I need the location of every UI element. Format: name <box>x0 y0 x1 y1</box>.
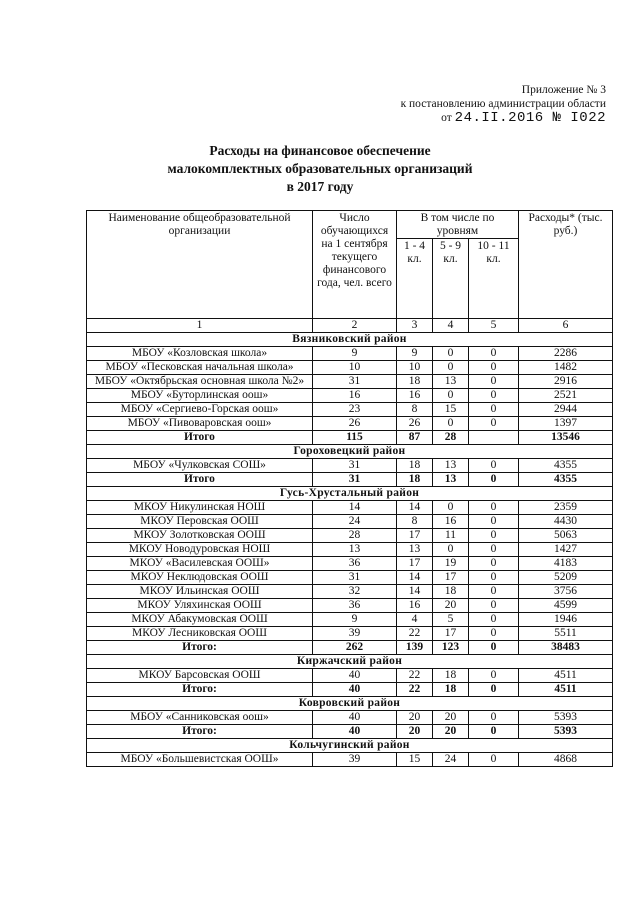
table-cell: 9 <box>313 613 397 627</box>
table-cell: 24 <box>433 753 469 767</box>
table-cell: 18 <box>433 585 469 599</box>
table-cell: 4511 <box>519 669 613 683</box>
district-row <box>87 697 613 711</box>
district-name: Вязниковский район <box>87 333 613 347</box>
table-cell: 0 <box>433 417 469 431</box>
table-cell: 16 <box>397 389 433 403</box>
total-cell: 0 <box>469 641 519 655</box>
table-cell: 14 <box>397 501 433 515</box>
school-name: МБОУ «Сергиево-Горская оош» <box>87 403 313 417</box>
appendix-date-stamp: 24.II.2016 № I022 <box>454 110 606 126</box>
table-cell: 0 <box>433 361 469 375</box>
total-cell <box>469 431 519 445</box>
table-cell: 2286 <box>519 347 613 361</box>
total-cell: 5393 <box>519 725 613 739</box>
table-cell: 18 <box>397 459 433 473</box>
total-cell: 38483 <box>519 641 613 655</box>
table-cell: 5 <box>433 613 469 627</box>
table-row <box>87 459 613 473</box>
table-cell: 10 <box>313 361 397 375</box>
school-name: МКОУ «Василевская ООШ» <box>87 557 313 571</box>
appendix-decree: к постановлению администрации области <box>400 98 606 110</box>
school-name: МБОУ «Большевистская ООШ» <box>87 753 313 767</box>
table-row <box>87 347 613 361</box>
district-row <box>87 333 613 347</box>
table-cell: 17 <box>397 557 433 571</box>
table-cell: 4355 <box>519 459 613 473</box>
total-cell: 28 <box>433 431 469 445</box>
district-name: Киржачский район <box>87 655 613 669</box>
table-cell: 4599 <box>519 599 613 613</box>
table-cell: 2916 <box>519 375 613 389</box>
column-number: 5 <box>469 319 519 333</box>
header-expense: Расходы* (тыс. руб.) <box>519 211 613 319</box>
table-cell: 0 <box>433 389 469 403</box>
table-cell: 0 <box>433 347 469 361</box>
total-cell: 262 <box>313 641 397 655</box>
title-line-1: Расходы на финансовое обеспечение <box>209 143 431 158</box>
table-cell: 24 <box>313 515 397 529</box>
table-cell: 0 <box>469 543 519 557</box>
school-name: МКОУ Барсовская ООШ <box>87 669 313 683</box>
total-row <box>87 473 613 487</box>
document-title <box>0 142 640 196</box>
total-cell: 18 <box>433 683 469 697</box>
table-row <box>87 375 613 389</box>
appendix-date-line <box>401 111 606 125</box>
table-cell: 1946 <box>519 613 613 627</box>
total-row <box>87 431 613 445</box>
district-name: Ковровский район <box>87 697 613 711</box>
column-number: 6 <box>519 319 613 333</box>
total-cell: 31 <box>313 473 397 487</box>
table-row <box>87 515 613 529</box>
school-name: МКОУ Неклюдовская ООШ <box>87 571 313 585</box>
school-name: МБОУ «Пивоваровская оош» <box>87 417 313 431</box>
district-row <box>87 739 613 753</box>
header-count: Число обучающихся на 1 сентября текущего финансового года, чел. всего <box>313 211 397 319</box>
table-cell: 0 <box>433 543 469 557</box>
table-cell: 17 <box>433 571 469 585</box>
total-label: Итого <box>87 431 313 445</box>
district-name: Кольчугинский район <box>87 739 613 753</box>
table-cell: 8 <box>397 403 433 417</box>
table-cell: 5209 <box>519 571 613 585</box>
table-row <box>87 669 613 683</box>
table-cell: 0 <box>433 501 469 515</box>
table-cell: 22 <box>397 627 433 641</box>
table-cell: 2359 <box>519 501 613 515</box>
table-cell: 0 <box>469 557 519 571</box>
table-cell: 26 <box>313 417 397 431</box>
table-cell: 0 <box>469 501 519 515</box>
table-cell: 0 <box>469 459 519 473</box>
table-row <box>87 613 613 627</box>
table-cell: 19 <box>433 557 469 571</box>
table-cell: 9 <box>397 347 433 361</box>
table-cell: 26 <box>397 417 433 431</box>
table-cell: 0 <box>469 417 519 431</box>
table-cell: 17 <box>433 627 469 641</box>
district-row <box>87 445 613 459</box>
table-cell: 15 <box>397 753 433 767</box>
table-cell: 0 <box>469 347 519 361</box>
total-cell: 13 <box>433 473 469 487</box>
header-level-3: 10 - 11 кл. <box>469 239 519 319</box>
table-row <box>87 529 613 543</box>
table-cell: 0 <box>469 375 519 389</box>
table-cell: 20 <box>433 599 469 613</box>
table-cell: 4868 <box>519 753 613 767</box>
total-cell: 0 <box>469 473 519 487</box>
district-row <box>87 655 613 669</box>
table-cell: 1427 <box>519 543 613 557</box>
header-name: Наименование общеобразовательной организации <box>87 211 313 319</box>
table-cell: 16 <box>397 599 433 613</box>
table-cell: 0 <box>469 529 519 543</box>
table-cell: 8 <box>397 515 433 529</box>
table-cell: 13 <box>397 543 433 557</box>
total-cell: 18 <box>397 473 433 487</box>
table-cell: 0 <box>469 585 519 599</box>
total-cell: 87 <box>397 431 433 445</box>
appendix-header <box>401 83 606 125</box>
table-row <box>87 403 613 417</box>
school-name: МБОУ «Чулковская СОШ» <box>87 459 313 473</box>
school-name: МБОУ «Козловская школа» <box>87 347 313 361</box>
table-cell: 31 <box>313 459 397 473</box>
table-cell: 13 <box>313 543 397 557</box>
table-cell: 28 <box>313 529 397 543</box>
table-cell: 5511 <box>519 627 613 641</box>
appendix-date-prefix: от <box>441 112 452 124</box>
column-number: 3 <box>397 319 433 333</box>
table-cell: 39 <box>313 753 397 767</box>
table-cell: 22 <box>397 669 433 683</box>
table-cell: 32 <box>313 585 397 599</box>
table-cell: 0 <box>469 599 519 613</box>
total-cell: 40 <box>313 683 397 697</box>
table-cell: 0 <box>469 389 519 403</box>
table-cell: 31 <box>313 571 397 585</box>
table-cell: 0 <box>469 515 519 529</box>
table-cell: 20 <box>397 711 433 725</box>
total-label: Итого: <box>87 641 313 655</box>
table-cell: 23 <box>313 403 397 417</box>
total-cell: 123 <box>433 641 469 655</box>
table-cell: 31 <box>313 375 397 389</box>
appendix-number: Приложение № 3 <box>521 84 606 96</box>
table-row <box>87 571 613 585</box>
table-cell: 9 <box>313 347 397 361</box>
table-cell: 14 <box>397 571 433 585</box>
header-level-1: 1 - 4 кл. <box>397 239 433 319</box>
table-cell: 4 <box>397 613 433 627</box>
total-cell: 40 <box>313 725 397 739</box>
table-cell: 36 <box>313 599 397 613</box>
table-row <box>87 543 613 557</box>
table-cell: 15 <box>433 403 469 417</box>
school-name: МКОУ Золотковская ООШ <box>87 529 313 543</box>
school-name: МБОУ «Песковская начальная школа» <box>87 361 313 375</box>
column-number: 1 <box>87 319 313 333</box>
column-number-row <box>87 319 613 333</box>
table-cell: 14 <box>313 501 397 515</box>
school-name: МКОУ Никулинская НОШ <box>87 501 313 515</box>
table-cell: 17 <box>397 529 433 543</box>
school-name: МБОУ «Октябрьская основная школа №2» <box>87 375 313 389</box>
total-cell: 0 <box>469 725 519 739</box>
district-name: Гусь-Хрустальный район <box>87 487 613 501</box>
table-row <box>87 417 613 431</box>
table-row <box>87 753 613 767</box>
table-cell: 0 <box>469 627 519 641</box>
total-row <box>87 641 613 655</box>
table-row <box>87 501 613 515</box>
table-row <box>87 711 613 725</box>
table-row <box>87 389 613 403</box>
table-cell: 13 <box>433 375 469 389</box>
total-cell: 22 <box>397 683 433 697</box>
table-cell: 0 <box>469 753 519 767</box>
table-cell: 39 <box>313 627 397 641</box>
table-cell: 0 <box>469 571 519 585</box>
table-cell: 40 <box>313 711 397 725</box>
table-row <box>87 599 613 613</box>
total-cell: 0 <box>469 683 519 697</box>
table-cell: 18 <box>397 375 433 389</box>
table-cell: 5393 <box>519 711 613 725</box>
table-cell: 36 <box>313 557 397 571</box>
school-name: МКОУ Ильинская ООШ <box>87 585 313 599</box>
school-name: МБОУ «Буторлинская оош» <box>87 389 313 403</box>
header-level-2: 5 - 9 кл. <box>433 239 469 319</box>
table-cell: 3756 <box>519 585 613 599</box>
table-cell: 10 <box>397 361 433 375</box>
total-label: Итого: <box>87 725 313 739</box>
table-cell: 13 <box>433 459 469 473</box>
school-name: МКОУ Лесниковская ООШ <box>87 627 313 641</box>
total-cell: 4355 <box>519 473 613 487</box>
table-cell: 2521 <box>519 389 613 403</box>
district-name: Гороховецкий район <box>87 445 613 459</box>
title-line-2: малокомплектных образовательных организаций <box>167 161 473 176</box>
table-cell: 1397 <box>519 417 613 431</box>
school-name: МКОУ Новодуровская НОШ <box>87 543 313 557</box>
table-cell: 4183 <box>519 557 613 571</box>
total-cell: 139 <box>397 641 433 655</box>
table-row <box>87 627 613 641</box>
total-cell: 4511 <box>519 683 613 697</box>
column-number: 4 <box>433 319 469 333</box>
table-cell: 0 <box>469 403 519 417</box>
table-cell: 14 <box>397 585 433 599</box>
column-number: 2 <box>313 319 397 333</box>
table-cell: 16 <box>433 515 469 529</box>
total-cell: 13546 <box>519 431 613 445</box>
table-cell: 0 <box>469 361 519 375</box>
total-row <box>87 725 613 739</box>
header-levels: В том числе по уровням <box>397 211 519 239</box>
district-row <box>87 487 613 501</box>
table-cell: 0 <box>469 613 519 627</box>
school-name: МБОУ «Санниковская оош» <box>87 711 313 725</box>
table-cell: 2944 <box>519 403 613 417</box>
table-cell: 18 <box>433 669 469 683</box>
total-label: Итого <box>87 473 313 487</box>
table-cell: 0 <box>469 711 519 725</box>
table-cell: 20 <box>433 711 469 725</box>
table-cell: 11 <box>433 529 469 543</box>
table-cell: 16 <box>313 389 397 403</box>
expenses-table <box>86 210 613 767</box>
total-cell: 20 <box>433 725 469 739</box>
total-row <box>87 683 613 697</box>
table-row <box>87 361 613 375</box>
total-label: Итого: <box>87 683 313 697</box>
title-line-3: в 2017 году <box>286 179 354 194</box>
school-name: МКОУ Перовская ООШ <box>87 515 313 529</box>
table-cell: 0 <box>469 669 519 683</box>
table-cell: 40 <box>313 669 397 683</box>
total-cell: 20 <box>397 725 433 739</box>
table-cell: 4430 <box>519 515 613 529</box>
table-row <box>87 585 613 599</box>
table-body <box>87 333 613 767</box>
school-name: МКОУ Абакумовская ООШ <box>87 613 313 627</box>
table-row <box>87 557 613 571</box>
table-cell: 5063 <box>519 529 613 543</box>
total-cell: 115 <box>313 431 397 445</box>
school-name: МКОУ Уляхинская ООШ <box>87 599 313 613</box>
table-cell: 1482 <box>519 361 613 375</box>
